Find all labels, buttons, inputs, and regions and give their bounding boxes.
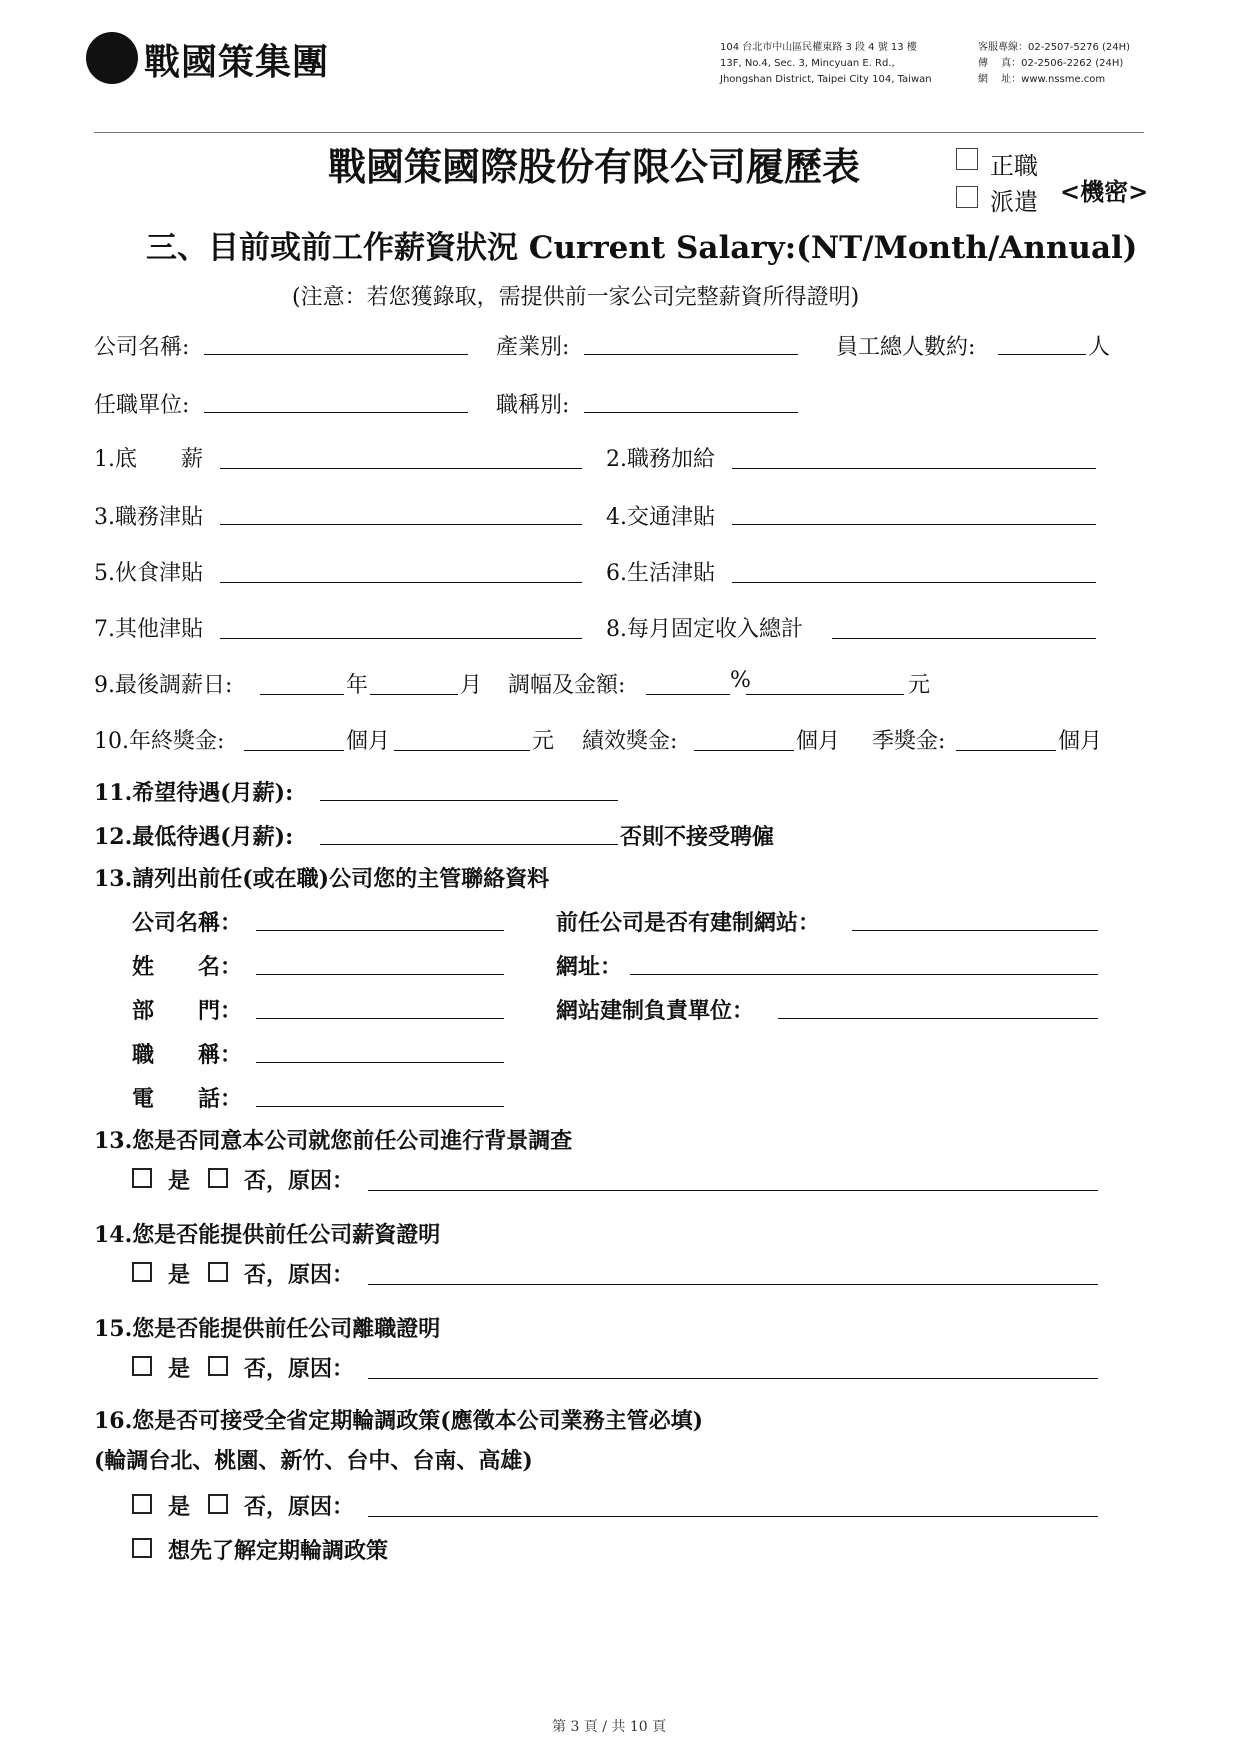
q13-reason-field[interactable] <box>368 1190 1098 1191</box>
expected-salary-field[interactable] <box>320 800 618 801</box>
company-name-label: 公司名稱: <box>94 335 190 360</box>
department-label: 任職單位: <box>94 393 190 418</box>
supervisor-section-title: 13.請列出前任(或在職)公司您的主管聯絡資料 <box>94 866 550 892</box>
raise-amount-field[interactable] <box>746 694 904 695</box>
supervisor-company-label: 公司名稱： <box>132 910 243 936</box>
q14-no-label: 否，原因： <box>244 1262 355 1288</box>
header-divider <box>94 132 1144 133</box>
q13-no-label: 否，原因： <box>244 1168 355 1194</box>
minimum-salary-suffix: 否則不接受聘僱 <box>620 824 775 850</box>
minimum-salary-field[interactable] <box>320 844 618 845</box>
q14-yes-label: 是 <box>168 1262 191 1288</box>
rotation-policy-note: (輪調台北、桃園、新竹、台中、台南、高雄) <box>94 1448 533 1474</box>
q14-yes-checkbox[interactable] <box>132 1262 152 1282</box>
year-unit: 年 <box>346 673 369 698</box>
q16-yes-label: 是 <box>168 1494 191 1520</box>
months-unit: 個月 <box>796 729 841 754</box>
address-line: Jhongshan District, Taipei City 104, Taiwan <box>720 74 932 85</box>
yuan-unit: 元 <box>908 673 931 698</box>
season-bonus-label: 季獎金: <box>872 729 946 754</box>
label-full-time: 正職 <box>990 152 1038 180</box>
rotation-policy-question: 16.您是否可接受全省定期輪調政策(應徵本公司業務主管必填) <box>94 1408 704 1434</box>
last-raise-month-field[interactable] <box>370 694 458 695</box>
supervisor-name-field[interactable] <box>256 974 504 975</box>
living-allowance-label: 6.生活津貼 <box>606 561 715 586</box>
duty-allowance-label: 3.職務津貼 <box>94 505 203 530</box>
q15-no-checkbox[interactable] <box>208 1356 228 1376</box>
meal-allowance-label: 5.伙食津貼 <box>94 561 203 586</box>
address-block <box>720 40 932 88</box>
other-allowance-label: 7.其他津貼 <box>94 617 203 642</box>
base-salary-label: 1.底 薪 <box>94 447 203 472</box>
background-check-question: 13.您是否同意本公司就您前任公司進行背景調查 <box>94 1128 573 1154</box>
salary-proof-question: 14.您是否能提供前任公司薪資證明 <box>94 1222 441 1248</box>
position-allowance-label: 2.職務加給 <box>606 447 715 472</box>
performance-bonus-field[interactable] <box>694 750 794 751</box>
other-allowance-field[interactable] <box>220 638 582 639</box>
job-title-label: 職稱別: <box>496 393 570 418</box>
monthly-total-field[interactable] <box>832 638 1096 639</box>
learn-more-label: 想先了解定期輪調政策 <box>168 1538 389 1564</box>
q16-no-checkbox[interactable] <box>208 1494 228 1514</box>
duty-allowance-field[interactable] <box>220 524 582 525</box>
q14-reason-field[interactable] <box>368 1284 1098 1285</box>
transport-allowance-field[interactable] <box>732 524 1096 525</box>
resignation-proof-question: 15.您是否能提供前任公司離職證明 <box>94 1316 441 1342</box>
q16-no-label: 否，原因： <box>244 1494 355 1520</box>
q16-reason-field[interactable] <box>368 1516 1098 1517</box>
q15-no-label: 否，原因： <box>244 1356 355 1382</box>
employee-count-field[interactable] <box>998 354 1086 355</box>
logo-text: 戰國策集團 <box>144 41 330 83</box>
position-allowance-field[interactable] <box>732 468 1096 469</box>
months-unit: 個月 <box>346 729 391 754</box>
website-question-label: 前任公司是否有建制網站： <box>556 910 821 936</box>
industry-label: 產業別: <box>496 335 570 360</box>
supervisor-title-label: 職 稱： <box>132 1042 243 1068</box>
expected-salary-label: 11.希望待遇(月薪): <box>94 780 294 806</box>
contact-line: 傳 真：02-2506-2262 (24H) <box>978 58 1124 69</box>
last-raise-label: 9.最後調薪日: <box>94 673 233 698</box>
learn-more-checkbox[interactable] <box>132 1538 152 1558</box>
q13-no-checkbox[interactable] <box>208 1168 228 1188</box>
q16-yes-checkbox[interactable] <box>132 1494 152 1514</box>
supervisor-phone-field[interactable] <box>256 1106 504 1107</box>
employee-unit: 人 <box>1088 335 1111 360</box>
checkbox-dispatch[interactable] <box>956 186 978 208</box>
season-bonus-field[interactable] <box>956 750 1056 751</box>
logo-brush-mark <box>86 32 138 84</box>
year-end-bonus-label: 10.年終獎金: <box>94 729 225 754</box>
last-raise-year-field[interactable] <box>260 694 344 695</box>
address-line: 13F, No.4, Sec. 3, Mincyuan E. Rd., <box>720 58 895 69</box>
supervisor-dept-label: 部 門： <box>132 998 243 1024</box>
confidential-label: <機密> <box>1060 177 1149 206</box>
website-unit-label: 網站建制負責單位： <box>556 998 755 1024</box>
raise-amount-label: 調幅及金額: <box>508 673 626 698</box>
website-url-label: 網址： <box>556 954 623 980</box>
base-salary-field[interactable] <box>220 468 582 469</box>
living-allowance-field[interactable] <box>732 582 1096 583</box>
q15-yes-label: 是 <box>168 1356 191 1382</box>
q13-yes-checkbox[interactable] <box>132 1168 152 1188</box>
contact-block <box>978 40 1130 88</box>
percent-unit: % <box>730 668 751 693</box>
supervisor-title-field[interactable] <box>256 1062 504 1063</box>
employee-count-label: 員工總人數約: <box>836 335 976 360</box>
q13-yes-label: 是 <box>168 1168 191 1194</box>
months-unit: 個月 <box>1058 729 1103 754</box>
q15-reason-field[interactable] <box>368 1378 1098 1379</box>
minimum-salary-label: 12.最低待遇(月薪): <box>94 824 294 850</box>
company-name-field[interactable] <box>204 354 468 355</box>
industry-field[interactable] <box>584 354 798 355</box>
supervisor-name-label: 姓 名： <box>132 954 243 980</box>
raise-percent-field[interactable] <box>646 694 730 695</box>
note-text: (注意：若您獲錄取，需提供前一家公司完整薪資所得證明) <box>292 280 859 311</box>
year-end-bonus-amount-field[interactable] <box>394 750 530 751</box>
website-question-field[interactable] <box>852 930 1098 931</box>
supervisor-company-field[interactable] <box>256 930 504 931</box>
month-unit: 月 <box>460 673 483 698</box>
contact-line: 客服專線：02-2507-5276 (24H) <box>978 42 1131 53</box>
q15-yes-checkbox[interactable] <box>132 1356 152 1376</box>
checkbox-full-time[interactable] <box>956 148 978 170</box>
transport-allowance-label: 4.交通津貼 <box>606 505 715 530</box>
section-title: 三、目前或前工作薪資狀況 Current Salary:(NT/Month/Annual) <box>146 230 1138 266</box>
performance-bonus-label: 績效獎金: <box>582 729 678 754</box>
meal-allowance-field[interactable] <box>220 582 582 583</box>
supervisor-phone-label: 電 話： <box>132 1086 243 1112</box>
page-number: 第 3 頁 / 共 10 頁 <box>552 1719 667 1735</box>
website-url-field[interactable] <box>630 974 1098 975</box>
job-title-field[interactable] <box>584 412 798 413</box>
year-end-bonus-months-field[interactable] <box>244 750 344 751</box>
website-unit-field[interactable] <box>778 1018 1098 1019</box>
q14-no-checkbox[interactable] <box>208 1262 228 1282</box>
label-dispatch: 派遣 <box>990 188 1038 216</box>
monthly-total-label: 8.每月固定收入總計 <box>606 617 803 642</box>
department-field[interactable] <box>204 412 468 413</box>
yuan-unit: 元 <box>532 729 555 754</box>
supervisor-dept-field[interactable] <box>256 1018 504 1019</box>
address-line: 104 台北市中山區民權東路 3 段 4 號 13 樓 <box>720 42 917 53</box>
form-title: 戰國策國際股份有限公司履歷表 <box>328 144 861 189</box>
contact-line: 網 址：www.nssme.com <box>978 74 1106 85</box>
